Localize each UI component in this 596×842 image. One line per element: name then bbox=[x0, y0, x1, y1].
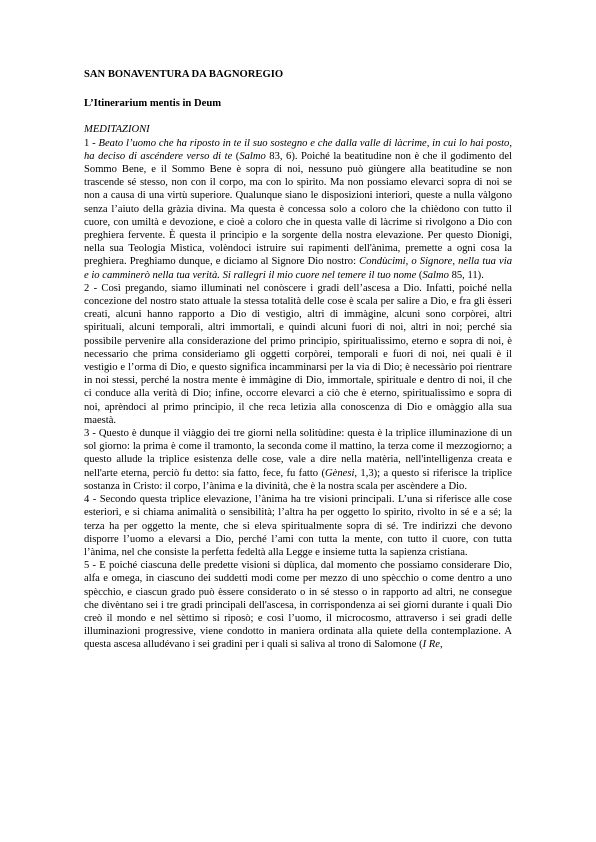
quote-psalm-85: Condùcimi, o Signore, nella tua via e io camminerò nella tua verità. Si rallegri il mio cuore nel temere il tuo nome bbox=[84, 256, 512, 281]
citation-book: I Re bbox=[422, 639, 440, 651]
paragraph-1-number: 1 - bbox=[84, 137, 99, 149]
citation-book: Salmo bbox=[422, 269, 449, 281]
document-page bbox=[84, 68, 512, 652]
text-run: 5 - E poiché ciascuna delle predette visioni si dùplica, dal momento che possiamo considerare Dio, alfa e omega, in ciascuno dei suddetti modi come per mezzo di uno spècchio o come dentro a uno spècchio, e ciascun grado può èssere considerato o in sé stesso o in rapporto ad altri, ne consegue che divèntano sei i tre gradi principali dell'ascesa, in corrispondenza ai sei giorni durante i quali Dio creò il mondo e nel sèttimo si riposò; e così l’uomo, il microcosmo, attraverso i sei gradi delle illuminazioni progressive, viene condotto in maniera ordinata alla quiete della contemplazione. A questa ascesa alludévano i sei gradini per i quali si saliva al trono di Salomone ( bbox=[84, 560, 512, 651]
text-run: , bbox=[439, 639, 443, 651]
author-heading: SAN BONAVENTURA DA BAGNOREGIO bbox=[84, 69, 284, 80]
text-run: 3 - Questo è dunque il viàggio dei tre giorni nella solitùdine: questa è la trìplice illuminazione di un sol giorno: la prima è come il tramonto, la seconda come il mattino, la terza come il mezzogiorno; a questo allude la trìplice esistenza delle cose, vale a dire nella matèria, nell'intelligenza creata e nell'arte eterna, perciò fu detto: sia fatto, fece, fu fatto ( bbox=[84, 428, 512, 479]
citation-book: Gènesi bbox=[324, 467, 355, 479]
text-run: ( bbox=[416, 269, 423, 281]
paragraph-5 bbox=[84, 559, 512, 651]
text-run: , 1,3); a questo si riferisce la trìplice sostanza in Cristo: il corpo, l’ànima e la divinità, che è la nostra scala per ascèndere a Dio. bbox=[84, 467, 512, 492]
paragraph-2: 2 - Così pregando, siamo illuminati nel conòscere i gradi dell’ascesa a Dio. Infatti, poiché nella concezione del nostro stato attuale la stessa totalità delle cose è scala per salire a Dio, e fra gli èsseri creati, alcuni hanno rapporto a Dio di vestìgio, altri di immàgine, alcuni sono corpòrei, altri spirituali, alcuni temporali, altri immortali, e quindi alcuni fuori di noi, altri in noi; perché sia possìbile pervenire alla considerazione del primo princìpio, spiritualìssimo, eterno e sopra di noi, è necessario che prima consideriamo gli oggetti corpòrei, temporali e fuori di noi, nei quali è il vestìgio e l’orma di Dio, e questo signìfica incamminarsi per la via di Dio; è necessàrio poi rientrare in noi stessi, perché la nostra mente è immàgine di Dio, immortale, spirituale e dentro di noi, il che ci conduce alla verità di Dio; infine, occorre elevarci a ciò che è eterno, spiritualìssimo e sopra di noi, aprèndoci al primo princìpio, il che reca letìzia alla conoscenza di Dio e omàggio alla sua maestà. bbox=[84, 282, 512, 426]
citation-book: Salmo bbox=[239, 150, 266, 162]
paragraph-1 bbox=[84, 137, 512, 282]
text-run: ( bbox=[232, 150, 240, 162]
paragraph-4: 4 - Secondo questa trìplice elevazione, l’ànima ha tre visioni principali. L’una si riferisce alle cose esteriori, e si chiama animalità o sensibilità; l’altra ha per oggetto lo spìrito, rivolto in sé e a sé; la terza ha per oggetto la mente, che si eleva spiritualmente sopra di sé. Tre indirizzi che devono disporre l’uomo a elevarsi a Dio, perché l’ami con tutta la mente, con tutto il cuore, con tutta l’ànima, nel che consiste la perfetta fedeltà alla Legge e insieme tutta la sapienza cristiana. bbox=[84, 494, 512, 558]
text-run: 85, 11). bbox=[448, 269, 484, 281]
section-label: MEDITAZIONI bbox=[84, 124, 150, 136]
paragraph-3 bbox=[84, 427, 512, 493]
work-title: L’Itinerarium mentis in Deum bbox=[84, 98, 222, 110]
quote-psalm-83: Beato l’uomo che ha riposto in te il suo sostegno e che dalla valle di làcrime, in cui lo hai posto, ha deciso di ascéndere verso di te bbox=[84, 137, 513, 162]
text-run: 83, 6). Poiché la beatitudine non è che il godimento del Sommo Bene, e il Sommo Bene è sopra di noi, nessuno può giùngere alla beatitudine se non trascende sé stesso, non con il corpo, ma con lo spìrito. Ma non possiamo elevarci sopra di noi se non a causa di una virtù superiore. Qualunque siano le disposizioni interiori, queste a nulla vàlgono senza l’aiuto della gràzia divina. Ma questa è concessa solo a coloro che la chièdono con tutto il cuore, con umiltà e devozione, e cioè a coloro che in questa valle di làcrime si rivolgono a Dio con preghiera fervente. È questa il princìpio e la sorgente della nostra elevazione. Per questo Dionigi, nella sua Teologia Mìstica, volèndoci istruire sui rapimenti dell'ànima, premette a ogni cosa la preghiera. Preghiamo dunque, e diciamo al Signore Dio nostro: bbox=[84, 150, 512, 268]
